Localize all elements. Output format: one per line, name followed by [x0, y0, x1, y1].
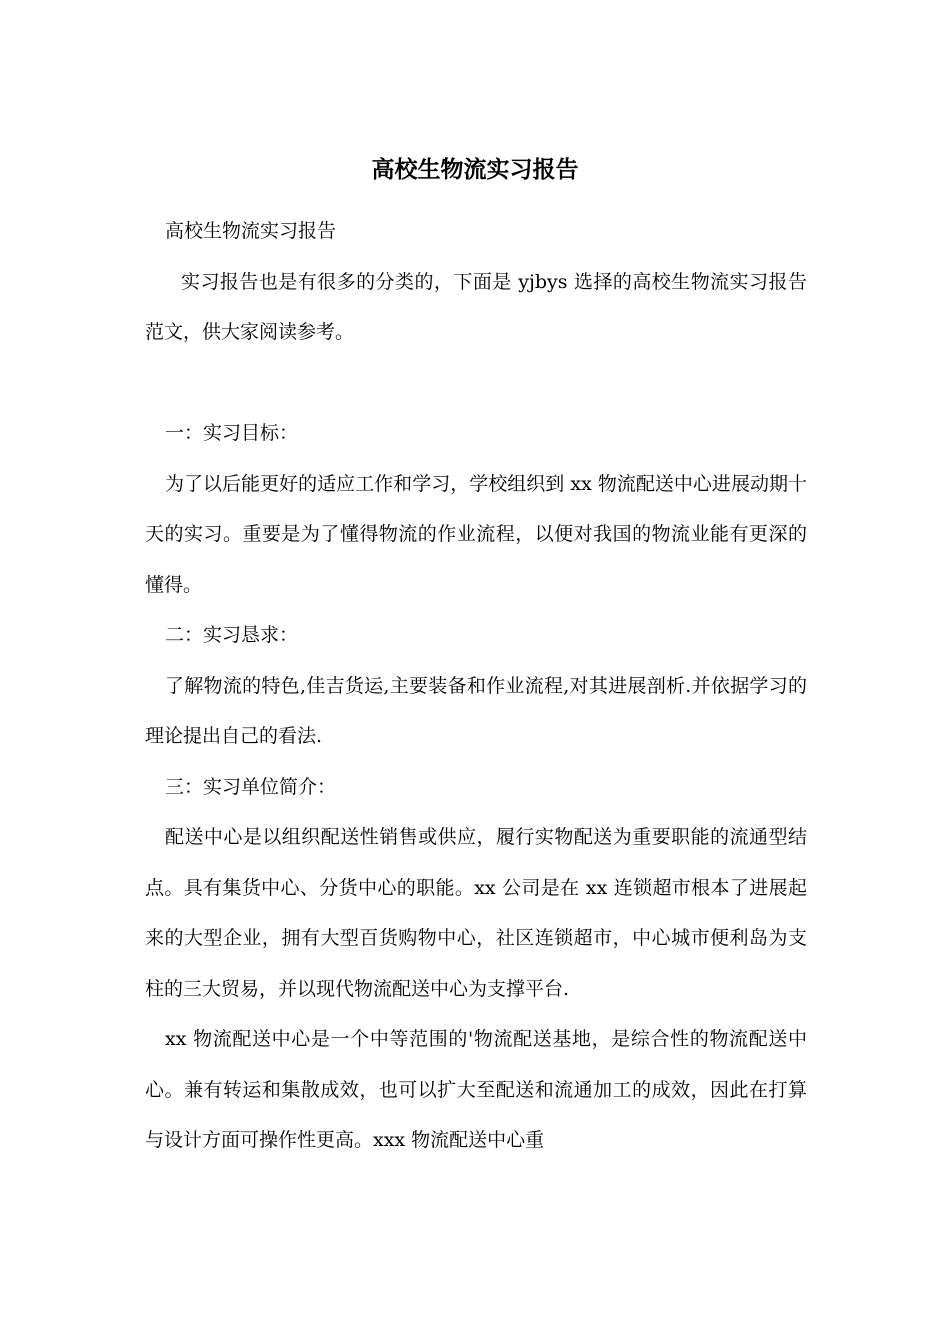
goal-paragraph: 为了以后能更好的适应工作和学习，学校组织到 xx 物流配送中心进展动期十天的实习。重要是为了懂得物流的作业流程，以便对我国的物流业能有更深的懂得。	[145, 472, 807, 596]
section-heading-company: 三：实习单位简介：	[165, 775, 337, 798]
subtitle-paragraph: 高校生物流实习报告	[165, 220, 337, 242]
distribution-center-paragraph: xx 物流配送中心是一个中等范围的'物流配送基地，是综合性的物流配送中心。兼有转运和集散成效，也可以扩大至配送和流通加工的成效，因此在打算与设计方面可操作性更高。xxx 物流配送中心重	[145, 1028, 807, 1151]
section-heading-goal: 一：实习目标：	[165, 422, 299, 444]
section-heading-requirement: 二：实习恳求：	[165, 624, 299, 646]
requirement-paragraph: 了解物流的特色,佳吉货运,主要装备和作业流程,对其进展剖析.并依据学习的理论提出自己的看法.	[145, 674, 807, 747]
company-paragraph: 配送中心是以组织配送性销售或供应，履行实物配送为重要职能的流通型结点。具有集货中心、分货中心的职能。xx 公司是在 xx 连锁超市根本了进展起来的大型企业，拥有大型百货购物中心，社区连锁超市，中心城市便利岛为支柱的三大贸易，并以现代物流配送中心为支撑平台.	[145, 826, 807, 1000]
intro-paragraph: 实习报告也是有很多的分类的，下面是 yjbys 选择的高校生物流实习报告范文，供大家阅读参考。	[145, 270, 807, 343]
document-title: 高校生物流实习报告	[371, 156, 579, 183]
blank-line	[145, 358, 807, 409]
document-body	[145, 206, 807, 1166]
